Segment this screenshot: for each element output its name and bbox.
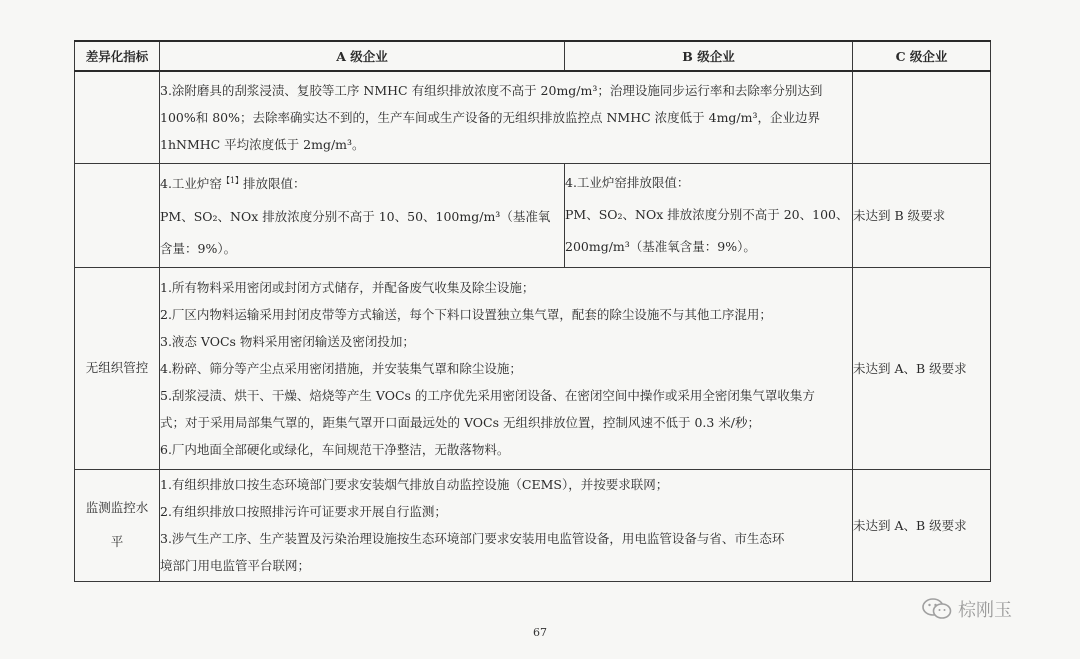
monitoring-metric-line: 监测监控水 — [85, 500, 149, 515]
kiln-b-line: 200mg/m³（基准氧含量：9%）。 — [565, 239, 756, 254]
monitoring-grade-c: 未达到 A、B 级要求 — [853, 469, 991, 581]
header-grade-a: A 级企业 — [160, 41, 565, 71]
monitoring-line: 2.有组织排放口按照排污许可证要求开展自行监测； — [160, 504, 447, 519]
kiln-grade-c: 未达到 B 级要求 — [853, 163, 991, 267]
fugitive-metric: 无组织管控 — [75, 267, 160, 469]
header-row — [75, 41, 991, 71]
kiln-grade-b — [565, 163, 853, 267]
footnote-marker: 【1】 — [221, 176, 244, 186]
kiln-a-title — [160, 165, 564, 200]
kiln-a-line: 含量：9%）。 — [160, 240, 237, 256]
monitoring-line: 3.涉气生产工序、生产装置及污染治理设施按生态环境部门要求安装用电监管设备，用电监管设备与省、市生态环 — [160, 531, 785, 546]
kiln-a-title-pre: 4.工业炉窑 — [160, 176, 222, 192]
header-metric: 差异化指标 — [75, 41, 160, 71]
fugitive-line: 2.厂区内物料运输采用封闭皮带等方式输送，每个下料口设置独立集气罩，配套的除尘设施不与其他工序混用； — [160, 306, 772, 322]
kiln-grade-a — [160, 163, 565, 267]
fugitive-line: 3.液态 VOCs 物料采用密闭输送及密闭投加； — [160, 333, 415, 349]
watermark-text: 棕刚玉 — [958, 600, 1012, 621]
kiln-row — [75, 163, 991, 267]
fugitive-line: 1.所有物料采用密闭或封闭方式储存，并配备废气收集及除尘设施； — [160, 279, 535, 295]
monitoring-line: 1.有组织排放口按生态环境部门要求安装烟气排放自动监控设施（CEMS），并按要求联网； — [160, 477, 669, 492]
coating-line: 100%和 80%；去除率确实达不到的，生产车间或生产设备的无组织排放监控点 NMHC 浓度低于 4mg/m³，企业边界 — [160, 109, 820, 125]
fugitive-line: 式；对于采用局部集气罩的，距集气罩开口面最远处的 VOCs 无组织排放位置，控制风速不低于 0.3 米/秒； — [160, 414, 761, 430]
monitoring-requirement — [160, 469, 853, 581]
kiln-a-line: PM、SO₂、NOx 排放浓度分别不高于 10、50、100mg/m³（基准氧 — [160, 208, 551, 224]
page-number: 67 — [533, 626, 547, 639]
grading-table — [74, 40, 991, 582]
coating-line: 3.涂附磨具的刮浆浸渍、复胶等工序 NMHC 有组织排放浓度不高于 20mg/m³；治理设施同步运行率和去除率分别达到 — [160, 82, 823, 98]
kiln-b-title: 4.工业炉窑排放限值： — [565, 175, 690, 190]
fugitive-requirement — [160, 267, 853, 469]
kiln-a-title-post: 排放限值： — [243, 176, 306, 192]
wechat-icon — [922, 598, 952, 620]
fugitive-line: 4.粉碎、筛分等产尘点采用密闭措施，并安装集气罩和除尘设施； — [160, 360, 522, 376]
coating-requirement — [160, 71, 853, 163]
monitoring-metric — [75, 469, 160, 581]
fugitive-line: 5.刮浆浸渍、烘干、干燥、焙烧等产生 VOCs 的工序优先采用密闭设备、在密闭空间中操作或采用全密闭集气罩收集方 — [160, 387, 815, 403]
fugitive-grade-c: 未达到 A、B 级要求 — [853, 267, 991, 469]
monitoring-line: 境部门用电监管平台联网； — [160, 558, 311, 573]
coating-metric — [75, 71, 160, 163]
fugitive-line: 6.厂内地面全部硬化或绿化，车间规范干净整洁，无散落物料。 — [160, 441, 510, 457]
kiln-metric — [75, 163, 160, 267]
kiln-b-line: PM、SO₂、NOx 排放浓度分别不高于 20、100、 — [565, 207, 849, 222]
coating-grade-c — [853, 71, 991, 163]
fugitive-row — [75, 267, 991, 469]
header-grade-c: C 级企业 — [853, 41, 991, 71]
monitoring-metric-line: 平 — [110, 534, 124, 549]
monitoring-row — [75, 469, 991, 581]
header-grade-b: B 级企业 — [565, 41, 853, 71]
coating-line: 1hNMHC 平均浓度低于 2mg/m³。 — [160, 136, 365, 152]
watermark — [922, 596, 1012, 622]
coating-row — [75, 71, 991, 163]
